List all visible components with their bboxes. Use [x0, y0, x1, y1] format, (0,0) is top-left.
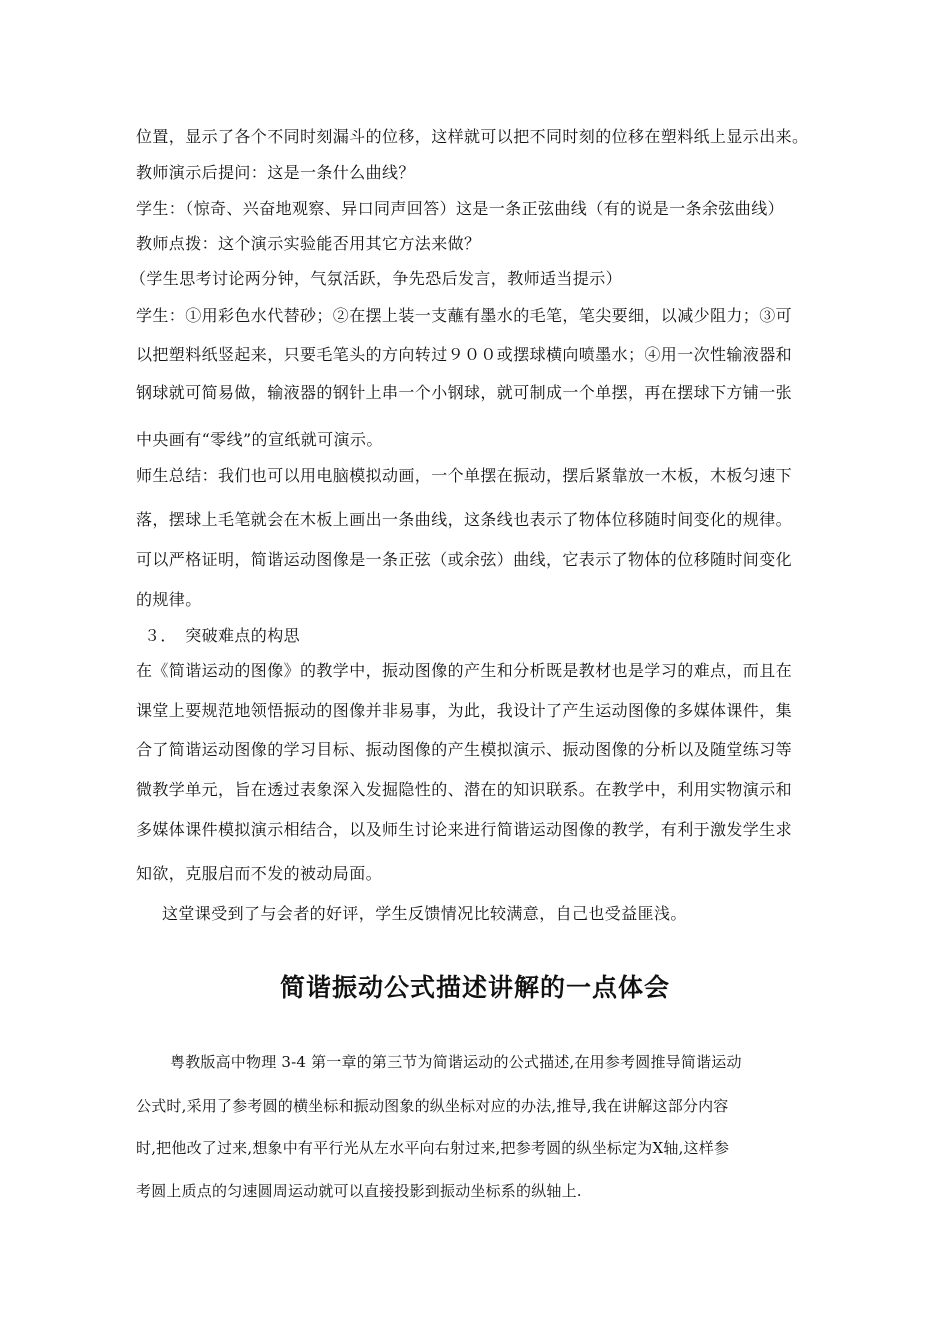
paragraph-line: 学生：①用彩色水代替砂；②在摆上装一支蘸有墨水的毛笔，笔尖要细，以减少阻力；③可	[136, 306, 793, 325]
paragraph-line: 学生：（惊奇、兴奋地观察、异口同声回答）这是一条正弦曲线（有的说是一条余弦曲线）	[136, 199, 785, 218]
paragraph-line: 微教学单元，旨在透过表象深入发掘隐性的、潜在的知识联系。在教学中，利用实物演示和	[136, 780, 793, 799]
paragraph-line: 知欲，克服启而不发的被动局面。	[136, 864, 383, 883]
paragraph-line: （学生思考讨论两分钟，气氛活跃，争先恐后发言，教师适当提示）	[130, 269, 623, 288]
paragraph-line: 的规律。	[136, 590, 202, 609]
paragraph-line: 落，摆球上毛笔就会在木板上画出一条曲线，这条线也表示了物体位移随时间变化的规律。	[136, 510, 793, 529]
paragraph-line: 考圆上质点的匀速圆周运动就可以直接投影到振动坐标系的纵轴上.	[136, 1182, 582, 1200]
paragraph-line: 粤教版高中物理 3-4 第一章的第三节为简谐运动的公式描述,在用参考圆推导简谐运动	[170, 1053, 742, 1071]
paragraph-line: 在《简谐运动的图像》的教学中，振动图像的产生和分析既是教材也是学习的难点，而且在	[136, 661, 793, 680]
paragraph-line: 可以严格证明，简谐运动图像是一条正弦（或余弦）曲线，它表示了物体的位移随时间变化	[136, 550, 793, 569]
paragraph-line: 课堂上要规范地领悟振动的图像并非易事，为此，我设计了产生运动图像的多媒体课件，集	[136, 701, 793, 720]
paragraph-line: 师生总结：我们也可以用电脑模拟动画，一个单摆在振动，摆后紧靠放一木板，木板匀速下	[136, 466, 793, 485]
paragraph-line: 教师演示后提问：这是一条什么曲线？	[136, 163, 415, 182]
section-heading: ３． 突破难点的构思	[144, 626, 301, 645]
paragraph-line: 合了简谐运动图像的学习目标、振动图像的产生模拟演示、振动图像的分析以及随堂练习等	[136, 740, 793, 759]
paragraph-line: 位置，显示了各个不同时刻漏斗的位移，这样就可以把不同时刻的位移在塑料纸上显示出来。	[136, 127, 809, 146]
article-title: 简谐振动公式描述讲解的一点体会	[279, 973, 670, 1002]
paragraph-line: 多媒体课件模拟演示相结合，以及师生讨论来进行简谐运动图像的教学，有利于激发学生求	[136, 820, 793, 839]
paragraph-line: 钢球就可简易做，输液器的钢针上串一个小钢球，就可制成一个单摆，再在摆球下方铺一张	[136, 383, 793, 402]
paragraph-line: 中央画有“零线”的宣纸就可演示。	[136, 430, 383, 449]
paragraph-line: 以把塑料纸竖起来，只要毛笔头的方向转过９００或摆球横向喷墨水；④用一次性输液器和	[136, 345, 793, 364]
paragraph-line: 时,把他改了过来,想象中有平行光从左水平向右射过来,把参考圆的纵坐标定为X轴,这样参	[136, 1139, 730, 1157]
paragraph-line: 教师点拨：这个演示实验能否用其它方法来做？	[136, 234, 481, 253]
paragraph-line: 公式时,采用了参考圆的横坐标和振动图象的纵坐标对应的办法,推导,我在讲解这部分内容	[136, 1097, 729, 1115]
paragraph-line: 这堂课受到了与会者的好评，学生反馈情况比较满意，自己也受益匪浅。	[162, 904, 687, 923]
